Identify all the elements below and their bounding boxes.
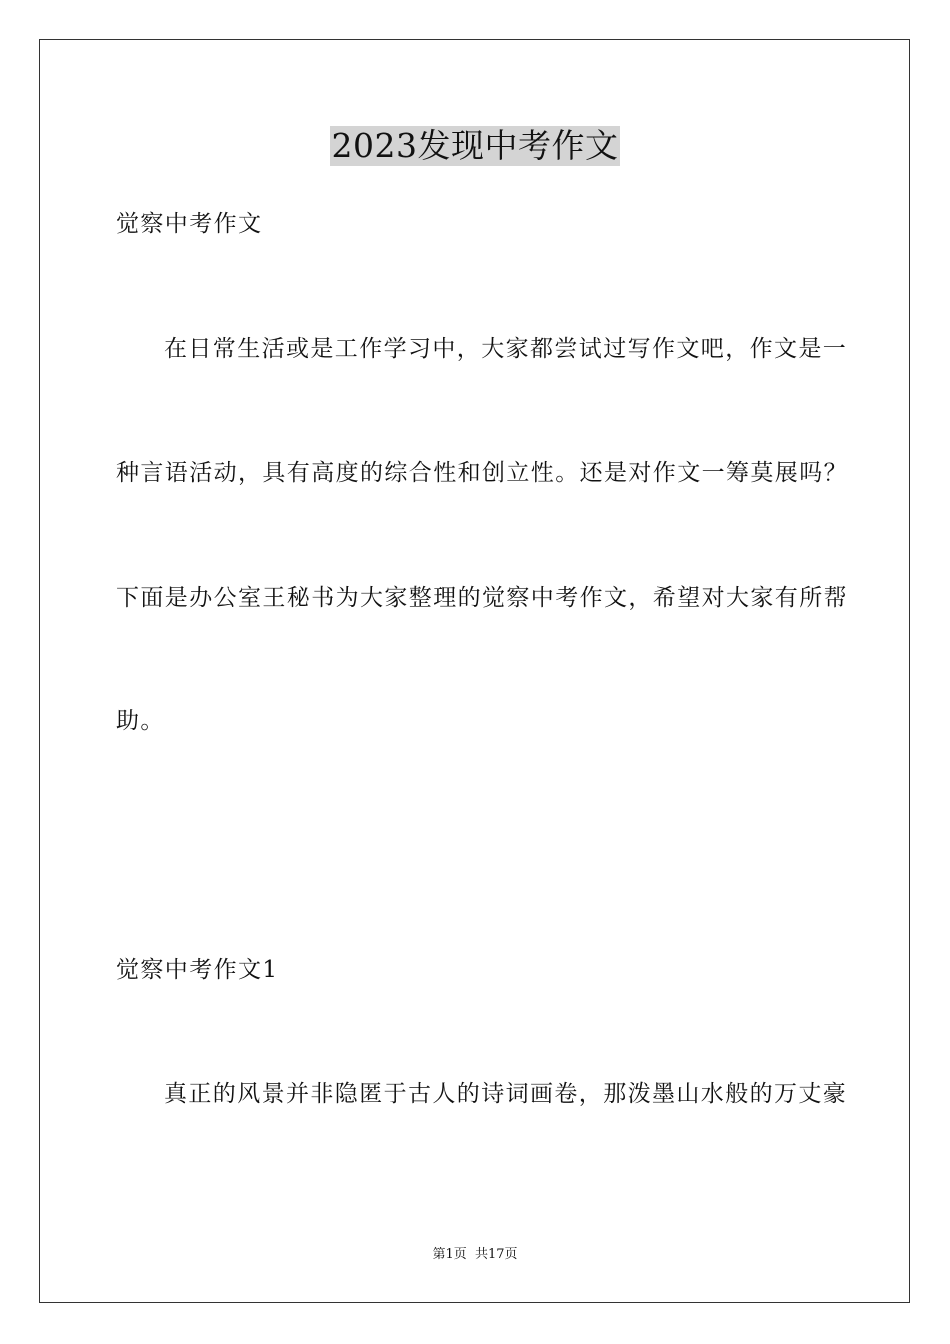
title-container [0,126,950,166]
page-total: 共17页 [474,1247,518,1262]
page-number: 第1页 [432,1247,467,1262]
essay-heading: 觉察中考作文1 [116,957,279,983]
paragraph-line: 真正的风景并非隐匿于古人的诗词画卷，那泼墨山水般的万丈豪 [164,1081,848,1107]
paragraph-line: 助。 [116,708,165,734]
paragraph-line: 种言语活动，具有高度的综合性和创立性。还是对作文一筹莫展吗？ [116,460,848,486]
document-title: 2023发现中考作文 [331,126,619,165]
section-heading: 觉察中考作文 [116,211,263,237]
paragraph-line: 下面是办公室王秘书为大家整理的觉察中考作文，希望对大家有所帮 [116,585,848,611]
page-footer [0,1246,950,1264]
paragraph-line: 在日常生活或是工作学习中，大家都尝试过写作文吧，作文是一 [164,336,848,362]
